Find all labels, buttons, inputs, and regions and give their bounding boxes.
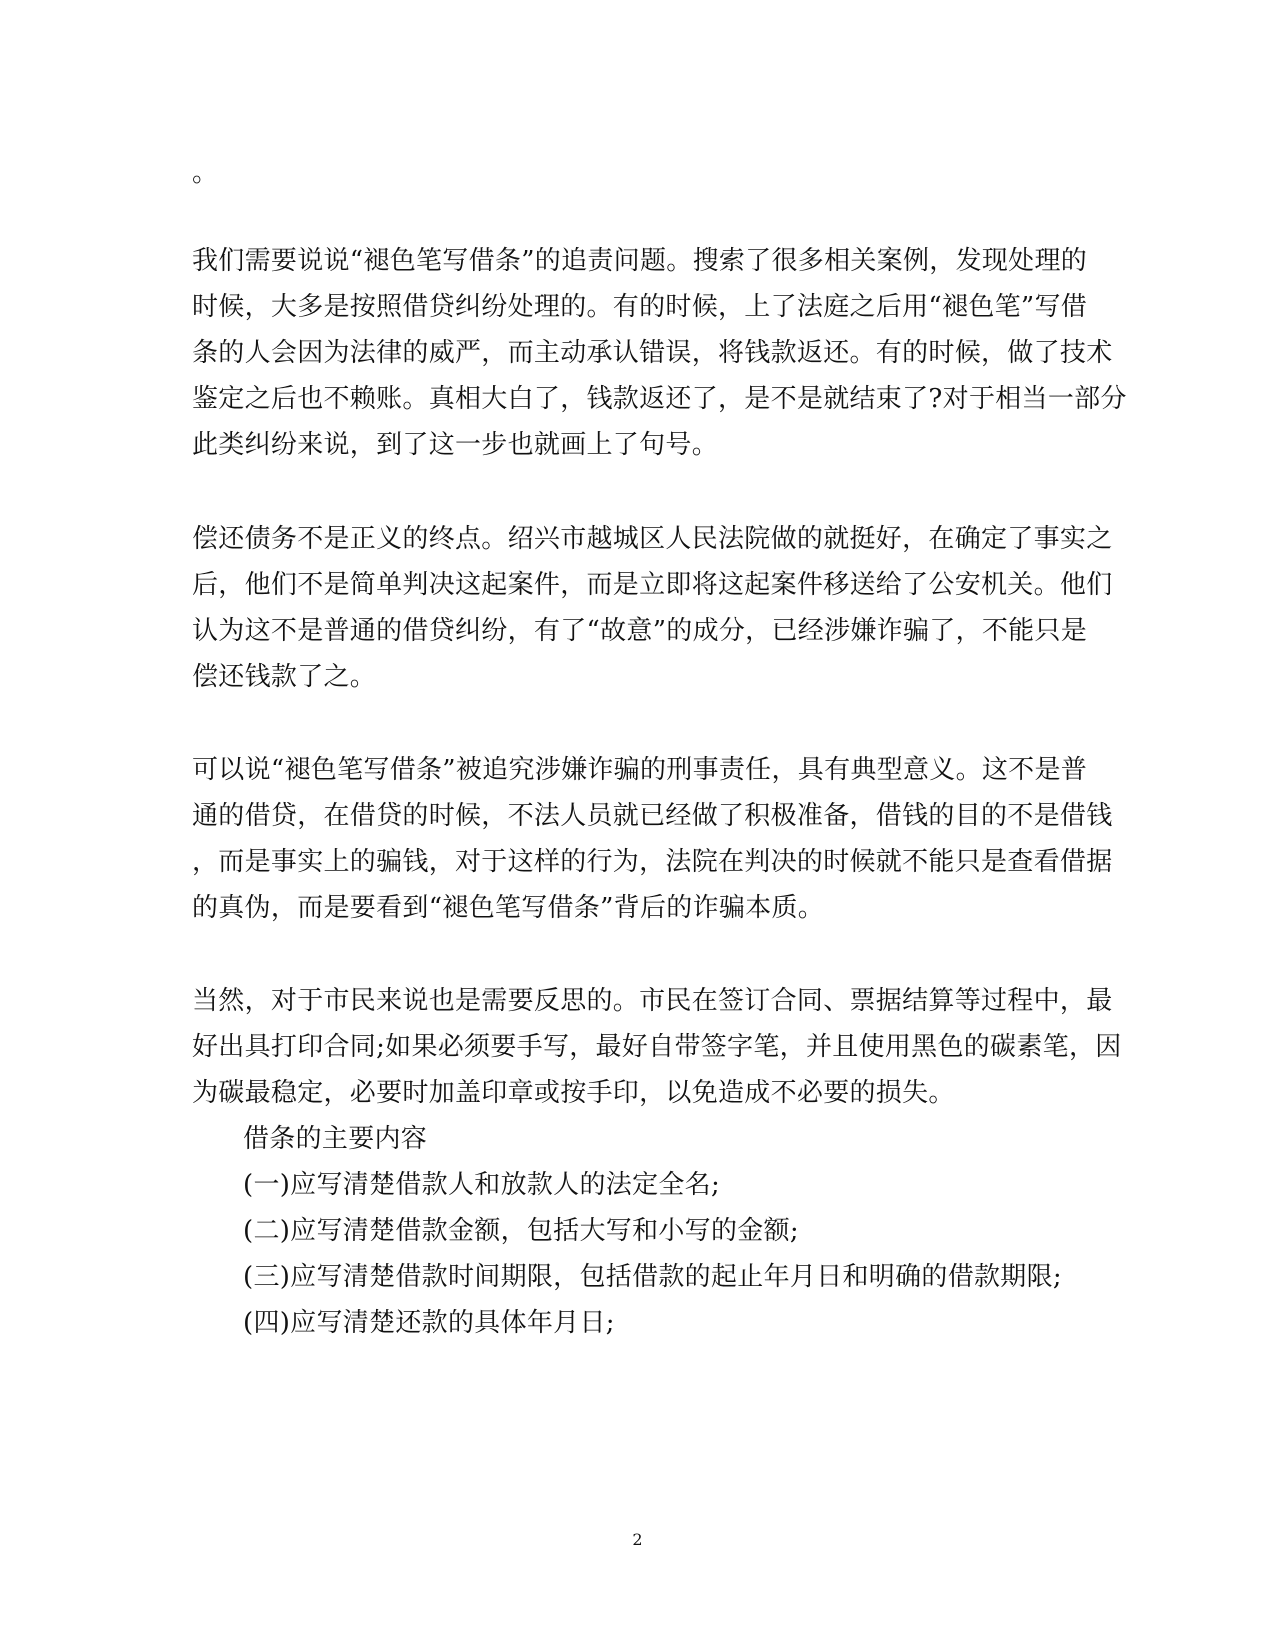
paragraph-line: 条的人会因为法律的威严，而主动承认错误，将钱款返还。有的时候，做了技术 — [192, 338, 1113, 368]
paragraph-line: 认为这不是普通的借贷纠纷，有了“故意”的成分，已经涉嫌诈骗了，不能只是 — [192, 616, 1088, 646]
paragraph-line: 当然，对于市民来说也是需要反思的。市民在签订合同、票据结算等过程中，最 — [192, 986, 1113, 1016]
paragraph-line: 偿还钱款了之。 — [192, 662, 377, 692]
list-item: (四)应写清楚还款的具体年月日; — [243, 1308, 615, 1338]
paragraph-line: 的真伪，而是要看到“褪色笔写借条”背后的诈骗本质。 — [192, 893, 825, 923]
paragraph-line: 后，他们不是简单判决这起案件，而是立即将这起案件移送给了公安机关。他们 — [192, 570, 1113, 600]
paragraph-line: 通的借贷，在借贷的时候，不法人员就已经做了积极准备，借钱的目的不是借钱 — [192, 801, 1113, 831]
paragraph-line: 此类纠纷来说，到了这一步也就画上了句号。 — [192, 430, 719, 460]
list-item: (二)应写清楚借款金额，包括大写和小写的金额; — [243, 1216, 799, 1246]
paragraph-line: 为碳最稳定，必要时加盖印章或按手印，以免造成不必要的损失。 — [192, 1078, 955, 1108]
paragraph-line: 时候，大多是按照借贷纠纷处理的。有的时候，上了法庭之后用“褪色笔”写借 — [192, 292, 1088, 322]
paragraph-line: 偿还债务不是正义的终点。绍兴市越城区人民法院做的就挺好，在确定了事实之 — [192, 524, 1113, 554]
paragraph-line: 好出具打印合同;如果必须要手写，最好自带签字笔，并且使用黑色的碳素笔，因 — [192, 1032, 1122, 1062]
page-number: 2 — [632, 1530, 643, 1549]
paragraph-line: ，而是事实上的骗钱，对于这样的行为，法院在判决的时候就不能只是查看借据 — [192, 847, 1113, 877]
paragraph-line: 鉴定之后也不赖账。真相大白了，钱款返还了，是不是就结束了?对于相当一部分 — [192, 384, 1127, 414]
paragraph-line: 我们需要说说“褪色笔写借条”的追责问题。搜索了很多相关案例，发现处理的 — [192, 246, 1088, 276]
lead-fragment: 。 — [192, 158, 219, 188]
section-heading: 借条的主要内容 — [243, 1124, 428, 1154]
list-item: (一)应写清楚借款人和放款人的法定全名; — [243, 1170, 721, 1200]
list-item: (三)应写清楚借款时间期限，包括借款的起止年月日和明确的借款期限; — [243, 1262, 1062, 1292]
paragraph-line: 可以说“褪色笔写借条”被追究涉嫌诈骗的刑事责任，具有典型意义。这不是普 — [192, 755, 1088, 785]
